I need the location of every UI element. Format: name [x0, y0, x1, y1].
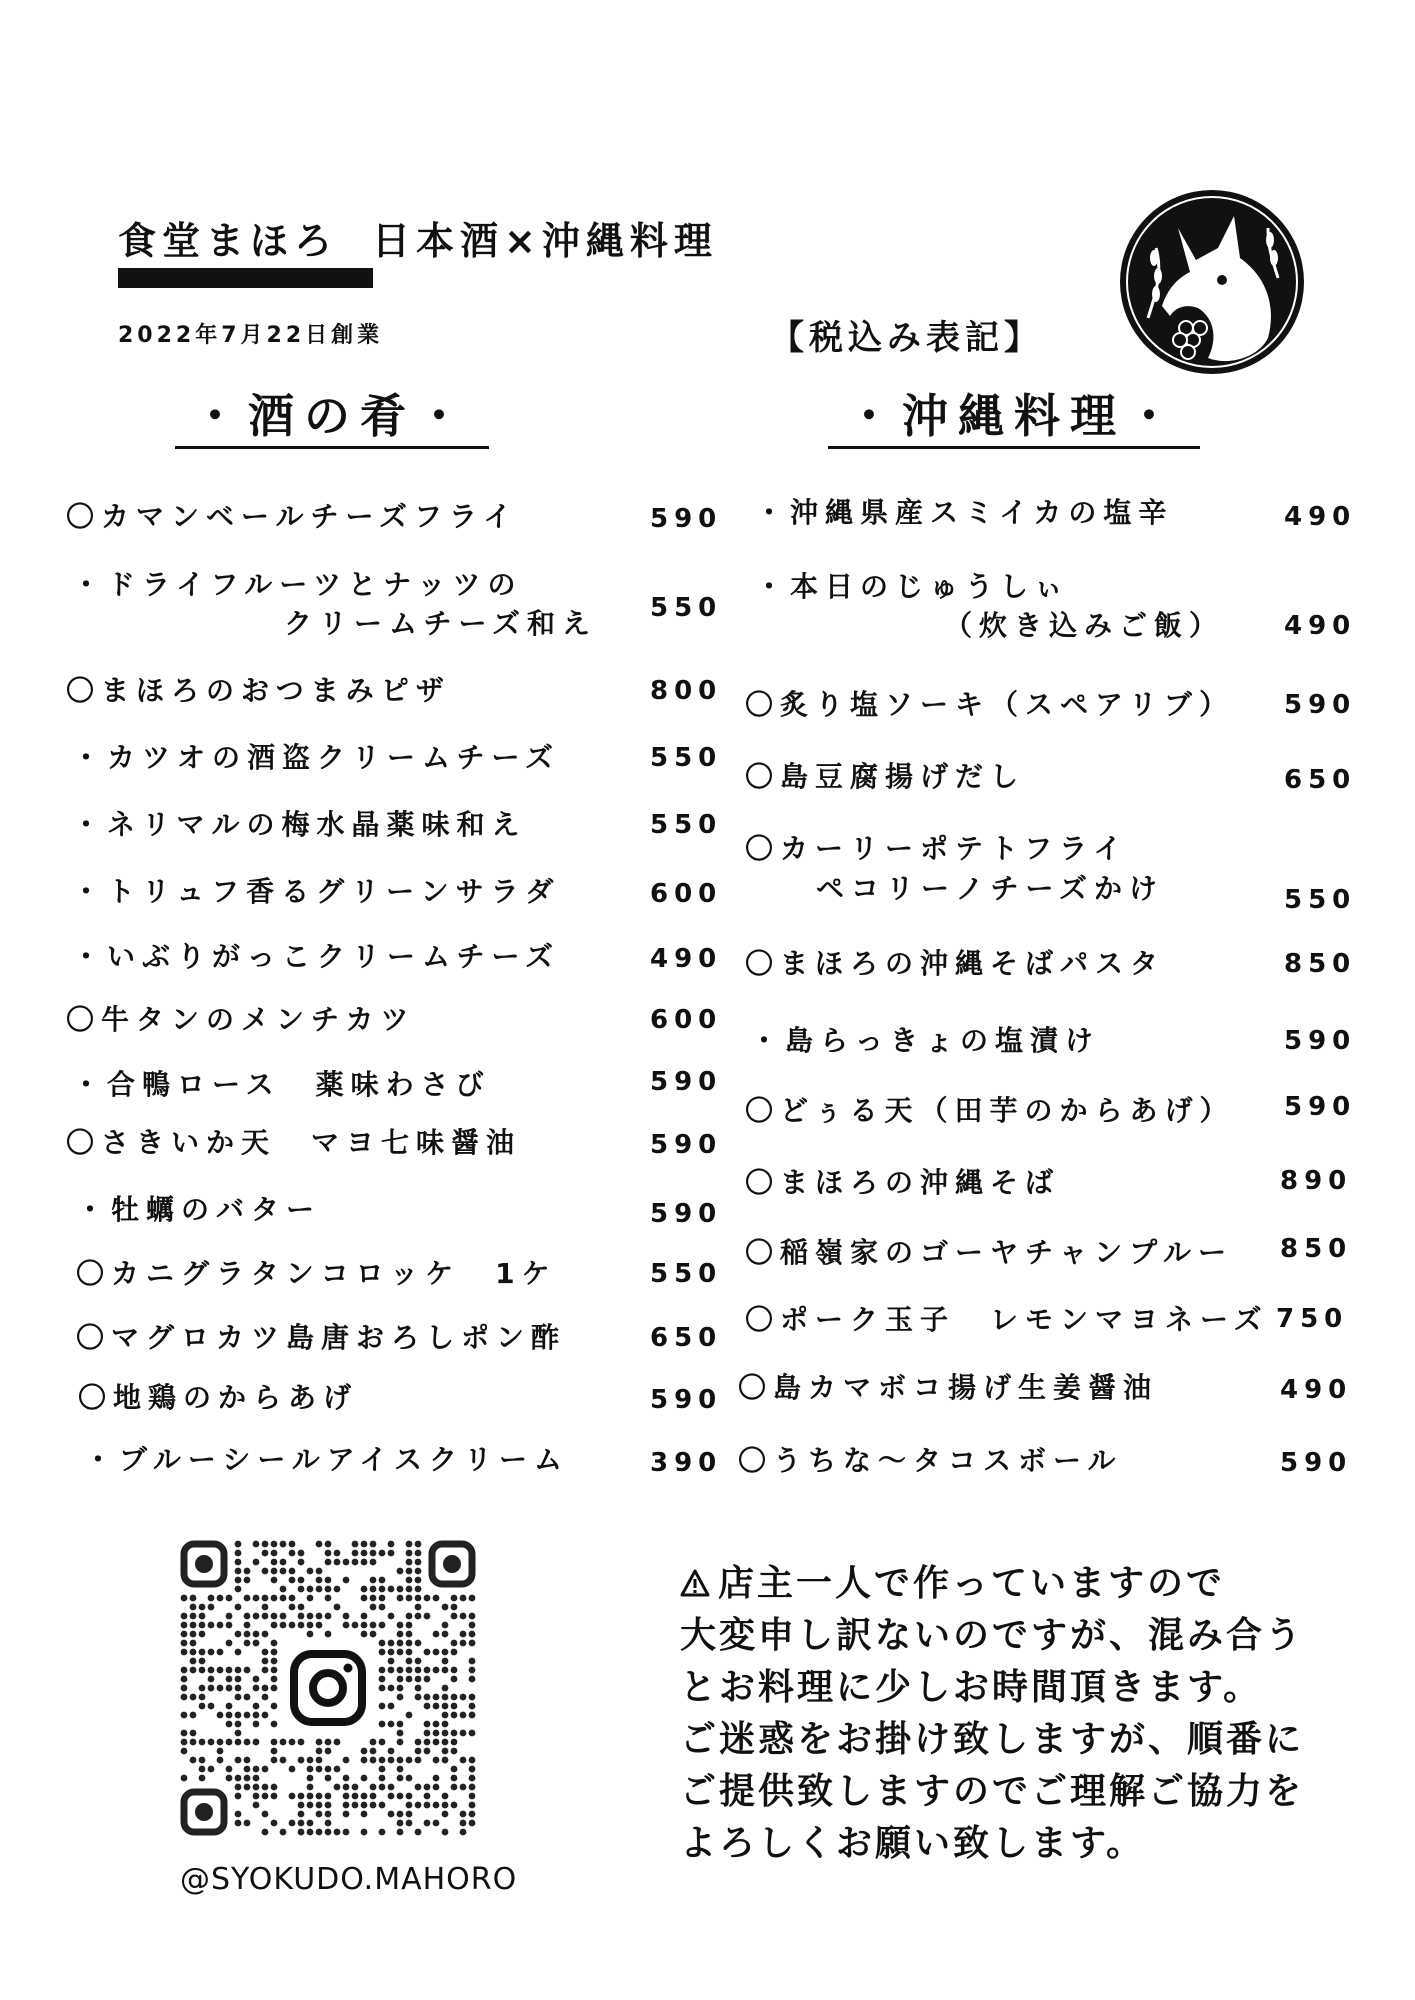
menu-item-name: ・いぶりがっこクリームチーズ	[72, 940, 561, 973]
menu-item-price: 390	[650, 1448, 723, 1478]
menu-item-price: 590	[650, 1130, 723, 1160]
menu-item-name: 〇地鶏のからあげ	[78, 1381, 359, 1414]
menu-item-name: 〇牛タンのメンチカツ	[66, 1003, 416, 1036]
menu-item-name: 〇島豆腐揚げだし	[745, 760, 1026, 793]
menu-item-price: 550	[650, 743, 723, 773]
menu-item-price: 800	[650, 676, 723, 706]
menu-item-price: 650	[1284, 765, 1357, 795]
instagram-qr-code[interactable]	[178, 1538, 478, 1838]
menu-item-price: 890	[1280, 1166, 1353, 1196]
menu-item-name: ・合鴨ロース 薬味わさび	[72, 1068, 491, 1101]
founded-date: 2022年7月22日創業	[118, 323, 384, 348]
menu-item-price: 590	[650, 1067, 723, 1097]
menu-item-name: 〇さきいか天 マヨ七味醤油	[66, 1126, 522, 1159]
menu-item-name-line2: （炊き込みご飯）	[944, 609, 1225, 642]
menu-item-price: 490	[1284, 611, 1357, 641]
menu-item-name: 〇稲嶺家のゴーヤチャンプルー	[745, 1236, 1234, 1269]
menu-item-name: 〇カーリーポテトフライ	[745, 832, 1129, 865]
notice-line-5: ご提供致しますのでご理解ご協力を	[680, 1771, 1305, 1812]
menu-item-price: 590	[1284, 1092, 1357, 1122]
page-title	[118, 210, 718, 265]
menu-item-name: ・ネリマルの梅水晶薬味和え	[72, 808, 527, 841]
section-title-okinawa-dishes: ・沖縄料理・	[828, 392, 1200, 449]
notice-line-4: ご迷惑をお掛け致しますが、順番に	[680, 1719, 1305, 1760]
menu-item-name: 〇まほろの沖縄そばパスタ	[745, 947, 1166, 980]
menu-item-price: 490	[1280, 1375, 1353, 1405]
menu-item-price: 490	[650, 944, 723, 974]
section-title-sake-snacks: ・酒の肴・	[175, 392, 489, 449]
title-underline-bar	[118, 268, 373, 288]
menu-item-price: 600	[650, 879, 723, 909]
menu-item-name: ・牡蠣のバター	[76, 1193, 322, 1226]
menu-item-name: ・沖縄県産スミイカの塩辛	[755, 496, 1174, 529]
menu-item-name: 〇まほろの沖縄そば	[745, 1166, 1061, 1199]
fox-and-grapes-logo	[1118, 188, 1306, 376]
menu-item-price: 550	[1284, 885, 1357, 915]
warning-icon	[680, 1568, 710, 1598]
menu-item-price: 590	[1284, 1026, 1357, 1056]
menu-item-name-line2: クリームチーズ和え	[284, 607, 598, 640]
menu-item-price: 850	[1284, 949, 1357, 979]
menu-item-price: 550	[650, 810, 723, 840]
menu-item-price: 590	[650, 1199, 723, 1229]
menu-item-name: 〇島カマボコ揚げ生姜醤油	[738, 1371, 1159, 1404]
notice-line-6: よろしくお願い致します。	[680, 1823, 1146, 1864]
notice-line-2: 大変申し訳ないのですが、混み合う	[680, 1615, 1305, 1656]
menu-item-price: 590	[650, 1385, 723, 1415]
menu-item-name: ・本日のじゅうしぃ	[755, 570, 1070, 603]
notice-line-3: とお料理に少しお時間頂きます。	[680, 1667, 1263, 1708]
menu-item-name: 〇マグロカツ島唐おろしポン酢	[76, 1321, 567, 1354]
tax-included-note: 【税込み表記】	[770, 318, 1043, 358]
menu-item-price: 590	[1284, 690, 1357, 720]
menu-item-name: 〇どぅる天（田芋のからあげ）	[745, 1094, 1235, 1127]
menu-item-price: 650	[650, 1323, 723, 1353]
menu-item-name: 〇炙り塩ソーキ（スペアリブ）	[745, 688, 1235, 721]
menu-item-price: 550	[650, 1259, 723, 1289]
menu-item-name: ・ドライフルーツとナッツの	[72, 568, 523, 601]
menu-item-price: 600	[650, 1005, 723, 1035]
menu-item-price: 590	[1280, 1448, 1353, 1478]
menu-item-name: 〇うちな～タコスボール	[738, 1444, 1123, 1477]
menu-item-price: 490	[1284, 502, 1357, 532]
menu-item-name: 〇カニグラタンコロッケ 1ケ	[76, 1257, 557, 1290]
menu-item-name: ・トリュフ香るグリーンサラダ	[72, 875, 561, 908]
menu-item-name: ・カツオの酒盗クリームチーズ	[72, 741, 561, 774]
menu-item-name: 〇まほろのおつまみピザ	[66, 674, 451, 707]
menu-item-name: ・島らっきょの塩漬け	[750, 1024, 1101, 1057]
menu-item-name: 〇ポーク玉子 レモンマヨネーズ	[745, 1303, 1269, 1336]
menu-item-price: 590	[650, 504, 723, 534]
menu-item-name-line2: ペコリーノチーズかけ	[816, 872, 1165, 905]
menu-item-price: 550	[650, 593, 723, 623]
menu-item-name: ・ブルーシールアイスクリーム	[84, 1443, 569, 1476]
menu-item-price: 850	[1280, 1234, 1353, 1264]
restaurant-name: 食堂まほろ	[118, 219, 339, 263]
notice-line-1: 店主一人で作っていますので	[680, 1558, 1340, 1610]
notice-block	[680, 1558, 1340, 1870]
menu-item-price: 750	[1276, 1304, 1349, 1334]
restaurant-subtitle: 日本酒×沖縄料理	[372, 219, 718, 263]
instagram-handle: @SYOKUDO.MAHORO	[180, 1862, 518, 1897]
menu-item-name: 〇カマンベールチーズフライ	[66, 500, 519, 533]
